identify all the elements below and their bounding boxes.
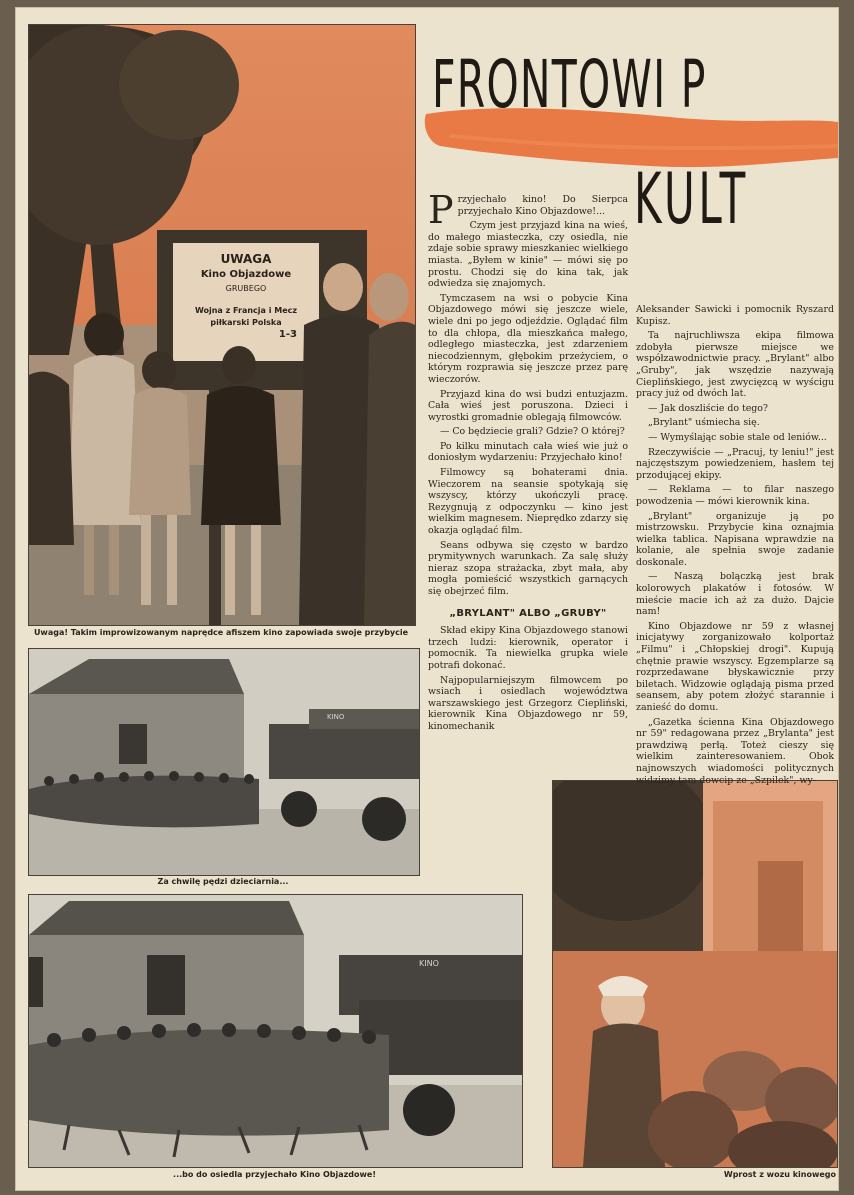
article-lead: Przyjechało kino! Do Sierpca przyjechało Kino Objazdowe!...	[428, 188, 628, 232]
poster-line-b: piłkarski Polska	[210, 318, 282, 327]
photo-truck-school-1	[28, 648, 420, 876]
poster-uwaga: UWAGA	[220, 252, 272, 266]
caption-photo-3: ...bo do osiedla przyjechało Kino Objazdowe!	[173, 1170, 376, 1179]
photo-poster-board	[28, 24, 416, 626]
photo-truck-school-2	[28, 894, 523, 1168]
photo-truck-crowd	[552, 780, 838, 1168]
article-paragraph: — Reklama — to filar naszego powodzenia — mówi kierownik kina.	[636, 484, 834, 507]
article-paragraph: — Wymyślając sobie stale od leniów...	[648, 431, 827, 443]
article-subheading: „BRYLANT" ALBO „GRUBY"	[449, 607, 607, 619]
truck-school-image-1	[29, 649, 419, 875]
poster-gruby: GRUBEGO	[225, 284, 267, 293]
headline-line-1: FRONTOWI P	[432, 46, 707, 123]
article-paragraph: Najpopularniejszym filmowcem po wsiach i osiedlach województwa warszawskiego jest Grzegorz Ciepliński, kierownik Kina Objazdowego nr 59, kinomechanik	[428, 674, 628, 732]
article-paragraph: Tymczasem na wsi o pobycie Kina Objazdowego mówi się jeszcze wiele, wiele dni po jego odjeździe. Oglądać film to dla chłopa, dla mieszkańca małego, odległego miasteczka, jest zdarzeniem niecodziennym, głębokim przeżyciem, o którym rozprawia się jeszcze przez parę wieczorów.	[428, 292, 628, 385]
magazine-page	[16, 8, 838, 1190]
article-paragraph: — Naszą bolączką jest brak kolorowych plakatów i fotosów. W mieście macie ich aż za dużo. Dajcie nam!	[636, 571, 834, 618]
caption-photo-1: Uwaga! Takim improwizowanym naprędce afiszem kino zapowiada swoje przybycie	[33, 628, 409, 637]
truck-crowd-image	[553, 781, 837, 1167]
truck-school-image-2	[29, 895, 522, 1167]
truck-label-1: KINO	[327, 713, 345, 721]
article-paragraph: „Brylant" uśmiecha się.	[648, 417, 760, 429]
poster-sign	[175, 247, 317, 359]
article-paragraph: „Brylant" organizuje ją po mistrzowsku. Przybycie kina oznajmia wielka tablica. Napisana wprawdzie na kolanie, ale spełnia swoje zadanie doskonale.	[636, 510, 834, 568]
poster-line-a: Wojna z Francja i Mecz	[194, 306, 298, 315]
article-paragraph: Ta najruchliwsza ekipa filmowa zdobyła pierwsze miejsce we współzawodnictwie pracy. „Brylant" albo „Gruby", jak wszędzie nazywają Cieplińskiego, jest zwycięzcą w wyścigu pracy już od dwóch lat.	[636, 330, 834, 400]
article-paragraph: Kino Objazdowe nr 59 z własnej inicjatywy zorganizowało kolportaż „Filmu" i „Chłopskiej drogi". Kupują chętnie prawie wszyscy. Egzemplarze są rozprzedawane błyskawicznie przy biletach. Widzowie oglądają pisma przed seansem, aby potem złożyć starannie i zanieść do domu.	[636, 620, 834, 713]
article-paragraph: Aleksander Sawicki i pomocnik Ryszard Kupisz.	[636, 304, 834, 327]
drop-cap: P	[428, 188, 454, 232]
article-paragraph: Filmowcy są bohaterami dnia. Wieczorem na seansie spotykają się wszyscy, którzy ukończyli pracę. Rezygnują z odpoczynku — kino jest wielkim magnesem. Nieprędko zdarzy się okazja oglądać film.	[428, 467, 628, 537]
article-paragraph: „Gazetka ścienna Kina Objazdowego nr 59" redagowana przez „Brylanta" jest prawdziwą perłą. Toteż cieszy się wielkim zainteresowaniem. Obok najnowszych wiadomości politycznych widzimy tam dowcip ze „Szpilek", wy-	[636, 716, 834, 786]
poster-kino: Kino Objazdowe	[200, 269, 292, 280]
article-paragraph: — Jak doszliście do tego?	[648, 402, 768, 414]
article-paragraph: Seans odbywa się często w bardzo prymitywnych warunkach. Za salę służy nieraz szopa strażacka, zbyt mała, aby mogła pomieścić wszystkich garnących się obejrzeć film.	[428, 539, 628, 597]
caption-photo-2: Za chwilę pędzi dzieciarnia...	[157, 877, 289, 886]
article-paragraph: Po kilku minutach cała wieś wie już o doniosłym wydarzeniu: Przyjechało kino!	[428, 440, 628, 464]
article-column-1	[428, 188, 628, 736]
article-paragraph: Skład ekipy Kina Objazdowego stanowi trzech ludzi: kierownik, operator i pomocnik. Ta niewielka grupka wiele potrafi dokonać.	[428, 625, 628, 671]
article-paragraph: Czym jest przyjazd kina na wieś, do małego miasteczka, czy osiedla, nie zdaje sobie sprawy mieszkaniec wielkiego miasta. „Byłem w kinie" — mówi się po prostu. Chodzi się do kina tak, jak odwiedza się znajomych.	[428, 220, 628, 290]
article-column-2	[636, 304, 834, 789]
caption-photo-4: Wprost z wozu kinowego	[723, 1170, 836, 1179]
headline-line-2: KULT	[634, 158, 749, 240]
poster-nr: 1-3	[278, 329, 297, 340]
article-paragraph: Rzeczywiście — „Pracuj, ty leniu!" jest najczęstszym powiedzeniem, hasłem tej przodującej ekipy.	[636, 446, 834, 481]
truck-label-2: KINO	[419, 959, 439, 968]
article-paragraph: — Co będziecie grali? Gdzie? O której?	[440, 426, 625, 438]
article-paragraph: Przyjazd kina do wsi budzi entuzjazm. Cała wieś jest poruszona. Dzieci i wyrostki gromadnie oblegają filmowców.	[428, 388, 628, 423]
